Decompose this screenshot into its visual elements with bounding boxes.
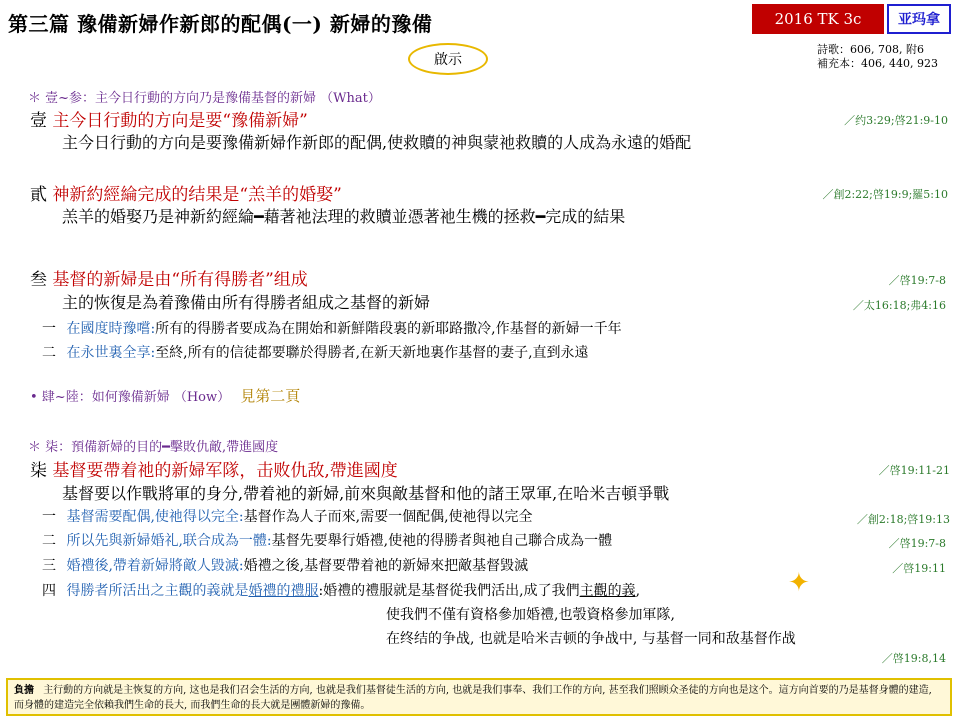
item-label: 婚禮後,帶着新婦將敵人毀滅: [66, 558, 244, 574]
point-3-heading [30, 265, 308, 290]
point-3-body: 主的恢復是為着豫備由所有得勝者組成之基督的新婦 [62, 293, 431, 312]
item-label-b: 婚禮的禮服 [248, 583, 319, 599]
point-1-body: 主今日行動的方向是要豫備新婦作新郎的配偶,使救贖的神與蒙祂救贖的人成為永遠的婚配 [62, 133, 692, 152]
burden-label: 負擔 [14, 685, 34, 696]
point-1-heading [30, 106, 308, 131]
point-7-item-2-ref: ／啓19:7-8 [888, 537, 946, 550]
point-7-body: 基督要以作戰將軍的身分,帶着祂的新婦,前來與敵基督和他的諸王眾軍,在哈米吉頓爭戰 [62, 484, 670, 503]
item-text: 基督先要舉行婚禮,使祂的得勝者與祂自己聯合成為一體 [271, 533, 613, 549]
point-2-body: 羔羊的婚娶乃是神新約經綸━藉著祂法理的救贖並憑著祂生機的拯救━完成的結果 [62, 207, 626, 226]
point-3-title: 基督的新婦是由“所有得勝者”组成 [52, 270, 308, 290]
item-label: 基督需要配偶,使祂得以完全: [66, 509, 244, 525]
section-note-how [30, 385, 300, 406]
page-title: 第三篇 豫備新婦作新郎的配偶(一) 新婦的豫備 [8, 12, 433, 36]
item-text-c: , [635, 583, 641, 599]
item-label-a: 得勝者所活出之主觀的義就是 [66, 583, 249, 599]
author-badge: 亚玛拿 [887, 4, 951, 34]
item-label: 所以先與新婦婚礼,联合成為一體: [66, 533, 272, 549]
point-7-item-3-ref: ／啓19:11 [892, 562, 946, 575]
item-text-b: 主觀的義 [579, 583, 636, 599]
see-page-two-link[interactable]: 見第二頁 [240, 387, 301, 405]
item-text: 婚禮之後,基督要帶着祂的新婦來把敵基督毀滅 [243, 558, 529, 574]
point-3-item-1 [42, 318, 622, 338]
item-text: 至終,所有的信徒都要聯於得勝者,在新天新地裏作基督的妻子,直到永遠 [155, 345, 589, 361]
point-3-body-ref: ／太16:18;弗4:16 [852, 299, 946, 312]
point-2-heading [30, 180, 342, 205]
hymn-stats [817, 43, 938, 71]
point-7-item-1 [42, 506, 533, 526]
item-number: 四 [42, 583, 56, 599]
point-2-title: 神新約經綸完成的结果是“羔羊的婚娶” [52, 185, 342, 205]
point-2-number: 貳 [30, 185, 47, 205]
item-number: 二 [42, 345, 56, 361]
hymn-stats-line1: 詩歌：606, 708, 附6 [817, 43, 924, 56]
point-7-item-4-ref: ／啓19:8,14 [881, 652, 946, 665]
item-label-c: : [318, 583, 324, 599]
item-number: 一 [42, 509, 56, 525]
point-1-title: 主今日行動的方向是要“豫備新婦” [52, 111, 308, 131]
point-1-ref: ／约3:29;啓21:9-10 [844, 114, 948, 127]
point-3-ref: ／啓19:7-8 [888, 274, 946, 287]
point-7-item-2 [42, 530, 612, 550]
point-7-item-1-ref: ／創2:18;啓19:13 [856, 513, 950, 526]
point-7-number: 柒 [30, 461, 47, 481]
item-label: 在永世裏全享: [66, 345, 156, 361]
point-7-title: 基督要帶着祂的新婦军隊，击败仇敌,帶進國度 [52, 461, 398, 481]
item-text: 基督作為人子而來,需要一個配偶,使祂得以完全 [243, 509, 533, 525]
sparkle-icon: ✦ [788, 568, 810, 598]
item-number: 一 [42, 321, 56, 337]
item-number: 二 [42, 533, 56, 549]
burden-footer [6, 678, 952, 716]
item-number: 三 [42, 558, 56, 574]
point-2-ref: ／創2:22;啓19:9;羅5:10 [822, 188, 948, 201]
item-label: 在國度時豫嚐: [66, 321, 156, 337]
point-7-item-4-line3: 在终结的争战, 也就是哈米吉顿的争战中, 与基督一同和敌基督作战 [386, 631, 796, 647]
section-note-how-text: • 肆~陸：如何豫備新婦 （How） [30, 390, 231, 405]
item-text-a: 婚禮的禮服就是基督從我們活出,成了我們 [323, 583, 580, 599]
point-7-item-3 [42, 555, 528, 575]
point-3-number: 叁 [30, 270, 47, 290]
section-note-purpose: ＊ 柒：預備新婦的目的━擊敗仇敵,帶進國度 [28, 440, 279, 455]
revelation-oval: 啟示 [408, 43, 488, 75]
point-3-item-2 [42, 342, 589, 362]
point-7-heading [30, 456, 398, 481]
hymn-stats-line2: 補充本：406, 440, 923 [817, 57, 938, 70]
course-badge: 2016 TK 3c [752, 4, 884, 34]
point-1-number: 壹 [30, 111, 47, 131]
point-7-item-4 [42, 580, 640, 600]
point-7-ref: ／啓19:11-21 [878, 464, 950, 477]
section-note-what: ＊ 壹~参：主今日行動的方向乃是豫備基督的新婦 （What） [28, 91, 381, 106]
burden-text: 主行動的方向就是主恢复的方向, 这也是我们召会生活的方向, 也就是我们基督徒生活的方向, 也就是我们事奉、我们工作的方向, 甚至我们照顾众圣徒的方向也是这个。這方向首要的乃是基督身體的建造, 而身體的建造完全依賴我們生命的長大, 而我們生命的長大就是團體新婦的豫備。 [14, 685, 932, 711]
item-text: 所有的得勝者要成為在開始和新鮮階段裏的新耶路撒冷,作基督的新婦一千年 [155, 321, 622, 337]
point-7-item-4-line2: 使我們不僅有資格參加婚禮,也彀資格參加軍隊, [386, 607, 675, 623]
